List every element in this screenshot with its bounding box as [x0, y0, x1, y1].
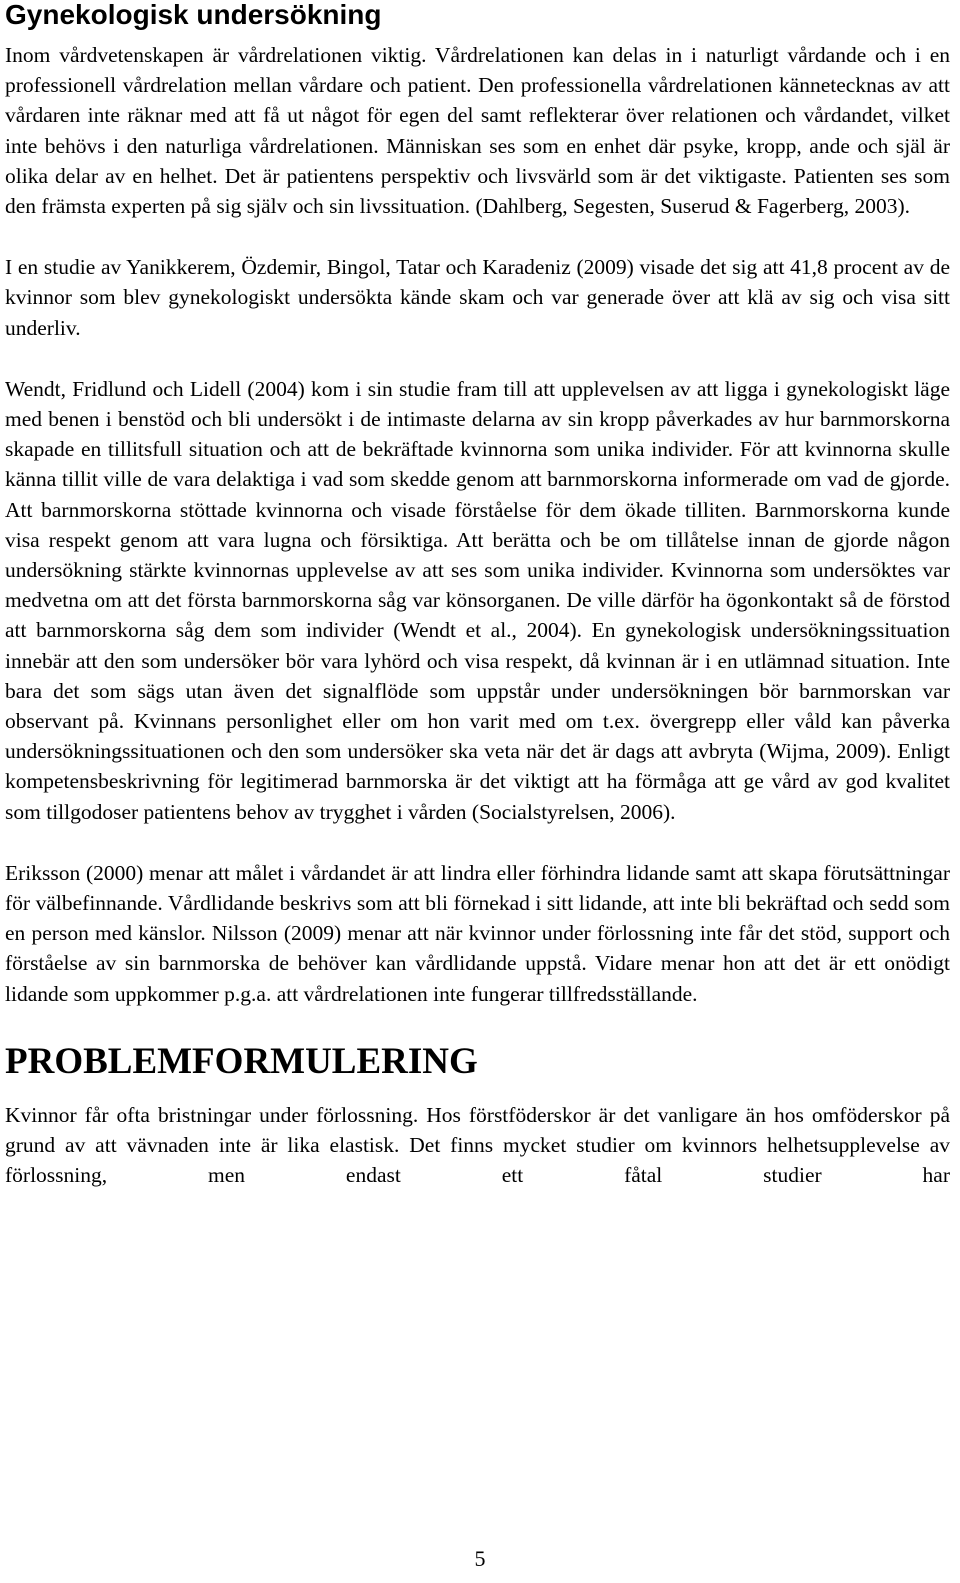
section-heading: Gynekologisk undersökning — [5, 0, 382, 30]
paragraph-vardrelation: Inom vårdvetenskapen är vårdrelationen viktig. Vårdrelationen kan delas in i naturligt vårdande och i en professionell vårdrelation mellan vårdare och patient. Den professionella vårdrelationen kännetecknas av att vårdaren inte räknar med att få ut något för egen del samt reflekterar över relationen och vårdandet, vilket inte behövs i den naturliga vårdrelationen. Människan ses som en enhet där psyke, kropp, ande och själ är olika delar av en helhet. Det är patientens perspektiv och livsvärld som är det viktigaste. Patienten ses som den främsta experten på sig själv och sin livssituation. (Dahlberg, Segesten, Suserud & Fagerberg, 2003). — [5, 43, 950, 219]
problem-heading: PROBLEMFORMULERING — [5, 1040, 478, 1082]
paragraph-wendt-study: Wendt, Fridlund och Lidell (2004) kom i sin studie fram till att upplevelsen av att ligga i gynekologiskt läge med benen i benstöd och bli undersökt i de intimaste delarna av sin kropp påverkades av hur barnmorskorna skapade en tillitsfull situation och att de bekräftade kvinnorna som unika individer. För att kvinnorna skulle känna tillit ville de vara delaktiga i vad som skedde genom att barnmorskorna informerade om vad de gjorde. Att barnmorskorna stöttade kvinnorna och visade förståelse för dem ökade tilliten. Barnmorskorna kunde visa respekt genom att vara lugna och försiktiga. Att berätta och be om tillåtelse innan de gjorde någon undersökning stärkte kvinnornas upplevelse av att ses som unika individer. Kvinnorna som undersöktes var medvetna om att det första barnmorskorna såg var könsorganen. De ville därför ha ögonkontakt så de förstod att barnmorskorna såg dem som individer (Wendt et al., 2004). En gynekologisk undersökningssituation innebär att den som undersöker bör vara lyhörd och visa respekt, då kvinnan är i en utlämnad situation. Inte bara det som sägs utan även det signalflöde som uppstår under undersökningen bör barnmorskan var observant på. Kvinnans personlighet eller om hon varit med om t.ex. övergrepp eller våld kan påverka undersökningssituationen och den som undersöker ska veta när det är dags att avbryta (Wijma, 2009). Enligt kompetensbeskrivning för legitimerad barnmorska är det viktigt att ha förmåga att ge vård av god kvalitet som tillgodoser patientens behov av trygghet i vården (Socialstyrelsen, 2006). — [5, 376, 950, 824]
page-number: 5 — [474, 1546, 486, 1571]
paragraph-problem: Kvinnor får ofta bristningar under förlossning. Hos förstföderskor är det vanligare än hos omföderskor på grund av att vävnaden inte är lika elastisk. Det finns mycket studier om kvinnors helhetsupplevelse av förlossning, men endast ett fåtal studier har — [5, 1102, 950, 1188]
document-page — [5, 0, 950, 1222]
paragraph-eriksson: Eriksson (2000) menar att målet i vårdandet är att lindra eller förhindra lidande samt att skapa förutsättningar för välbefinnande. Vårdlidande beskrivs som att bli förnekad i sitt lidande, att inte bli bekräftad och sedd som en person med känslor. Nilsson (2009) menar att när kvinnor under förlossning inte får det stöd, support och förståelse av sin barnmorska de behöver kan vårdlidande uppstå. Vidare menar hon att det är ett onödigt lidande som uppkommer p.g.a. att vårdrelationen inte fungerar tillfredsställande. — [5, 860, 950, 1006]
paragraph-yanikkerem-study: I en studie av Yanikkerem, Özdemir, Bingol, Tatar och Karadeniz (2009) visade det sig att 41,8 procent av de kvinnor som blev gynekologiskt undersökta kände skam och var generade över att klä av sig och visa sitt underliv. — [5, 255, 950, 340]
